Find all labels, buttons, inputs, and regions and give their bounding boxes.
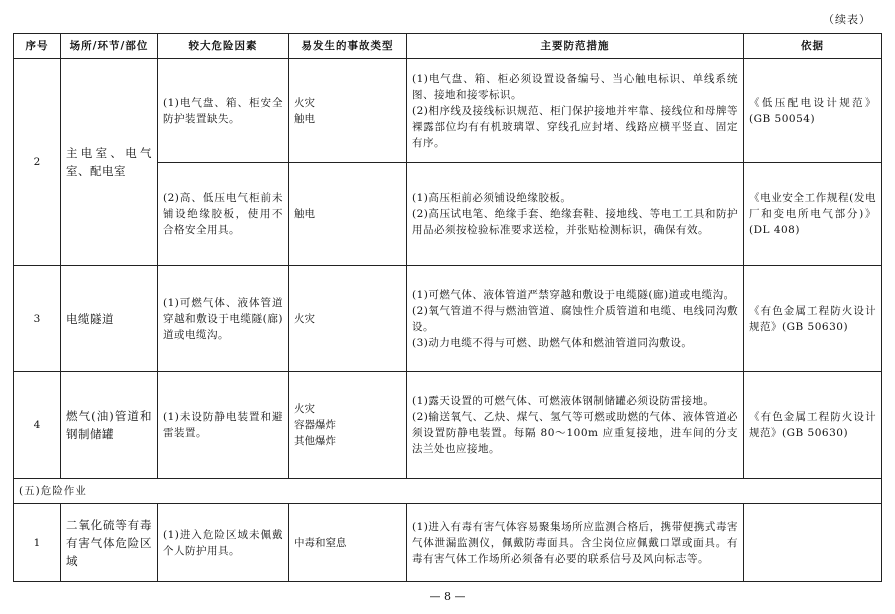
- table-row: [14, 59, 882, 163]
- section-title: (五)危险作业: [14, 479, 882, 504]
- row-basis: 《电业安全工作规程(发电厂和变电所电气部分)》(DL 408): [744, 163, 882, 266]
- accident-type: 其他爆炸: [294, 435, 336, 447]
- accident-type: 火灾: [294, 403, 315, 415]
- row-hazard: (1)电气盘、箱、柜安全防护装置缺失。: [158, 59, 289, 163]
- header-place: 场所/环节/部位: [61, 34, 158, 59]
- row-measures: [407, 266, 744, 372]
- row-number: 2: [14, 59, 61, 266]
- row-accident: [289, 163, 407, 266]
- continuation-label: （续表）: [823, 13, 871, 26]
- measure-item: (1)可燃气体、液体管道严禁穿越和敷设于电缆隧(廊)道或电缆沟。: [412, 288, 735, 301]
- header-hazard: 较大危险因素: [158, 34, 289, 59]
- row-hazard: (1)可燃气体、液体管道穿越和敷设于电缆隧(廊)道或电缆沟。: [158, 266, 289, 372]
- measure-item: (1)进入有毒有害气体容易聚集场所应监测合格后，携带便携式毒害气体泄漏监测仪，佩戴防毒面具。含尘岗位应佩戴口罩或面具。有毒有害气体工作场所必须备有必要的联系信号及风向标志等。: [412, 520, 738, 565]
- row-measures: [407, 372, 744, 479]
- row-accident: [289, 266, 407, 372]
- row-number: 4: [14, 372, 61, 479]
- table-row: [14, 504, 882, 582]
- section-row: [14, 479, 882, 504]
- row-basis: 《有色金属工程防火设计规范》(GB 50630): [744, 266, 882, 372]
- row-measures: [407, 163, 744, 266]
- measure-item: (2)高压试电笔、绝缘手套、绝缘套鞋、接地线、等电工工具和防护用品必须按检验标准要求送检，并张贴检测标识，确保有效。: [412, 208, 738, 236]
- row-basis: [744, 504, 882, 582]
- measure-item: (1)高压柜前必须铺设绝缘胶板。: [412, 192, 572, 204]
- row-basis: 《有色金属工程防火设计规范》(GB 50630): [744, 372, 882, 479]
- row-accident: [289, 372, 407, 479]
- header-measures: 主要防范措施: [407, 34, 744, 59]
- row-measures: [407, 504, 744, 582]
- accident-type: 容器爆炸: [294, 419, 336, 431]
- row-place: 主电室、电气室、配电室: [61, 59, 158, 266]
- measure-item: (1)露天设置的可燃气体、可燃液体钢制储罐必须设防雷接地。: [412, 395, 715, 407]
- row-basis: 《低压配电设计规范》(GB 50054): [744, 59, 882, 163]
- measure-item: (2)相序线及接线标识规范、柜门保护接地并牢靠、接线位和母牌等裸露部位均有有机玻璃罩、穿线孔应封堵、线路应横平竖直、固定有序。: [412, 104, 738, 149]
- measure-item: (2)氧气管道不得与燃油管道、腐蚀性介质管道和电缆、电线同沟敷设。: [412, 304, 738, 333]
- accident-type: 火灾: [294, 312, 315, 325]
- header-num: 序号: [14, 34, 61, 59]
- table-row: [14, 266, 882, 372]
- measure-item: (3)动力电缆不得与可燃、助燃气体和燃油管道同沟敷设。: [412, 336, 693, 349]
- header-row: [14, 34, 882, 59]
- row-measures: [407, 59, 744, 163]
- header-accident: 易发生的事故类型: [289, 34, 407, 59]
- row-place: 二氧化硫等有毒有害气体危险区域: [61, 504, 158, 582]
- measure-item: (1)电气盘、箱、柜必须设置设备编号、当心触电标识、单线系统图、接地和接零标识。: [412, 72, 738, 101]
- row-accident: [289, 504, 407, 582]
- accident-type: 触电: [294, 112, 315, 125]
- row-accident: [289, 59, 407, 163]
- table-row: [14, 372, 882, 479]
- header-basis: 依据: [744, 34, 882, 59]
- accident-type: 火灾: [294, 96, 315, 109]
- row-number: 3: [14, 266, 61, 372]
- row-place: 燃气(油)管道和钢制储罐: [61, 372, 158, 479]
- row-hazard: (1)未设防静电装置和避雷装置。: [158, 372, 289, 479]
- measure-item: (2)输送氧气、乙炔、煤气、氢气等可燃或助燃的气体、液体管道必须设置防静电装置。每隔 80～100m 应重复接地，进车间的分支法兰处也应接地。: [412, 411, 738, 455]
- accident-type: 触电: [294, 208, 315, 220]
- accident-type: 中毒和窒息: [294, 536, 347, 549]
- row-hazard: (2)高、低压电气柜前未铺设绝缘胶板，使用不合格安全用具。: [158, 163, 289, 266]
- page-number: — 8 —: [429, 590, 466, 603]
- row-place: 电缆隧道: [61, 266, 158, 372]
- hazard-table: [13, 33, 882, 582]
- row-number: 1: [14, 504, 61, 582]
- row-hazard: (1)进入危险区域未佩戴个人防护用具。: [158, 504, 289, 582]
